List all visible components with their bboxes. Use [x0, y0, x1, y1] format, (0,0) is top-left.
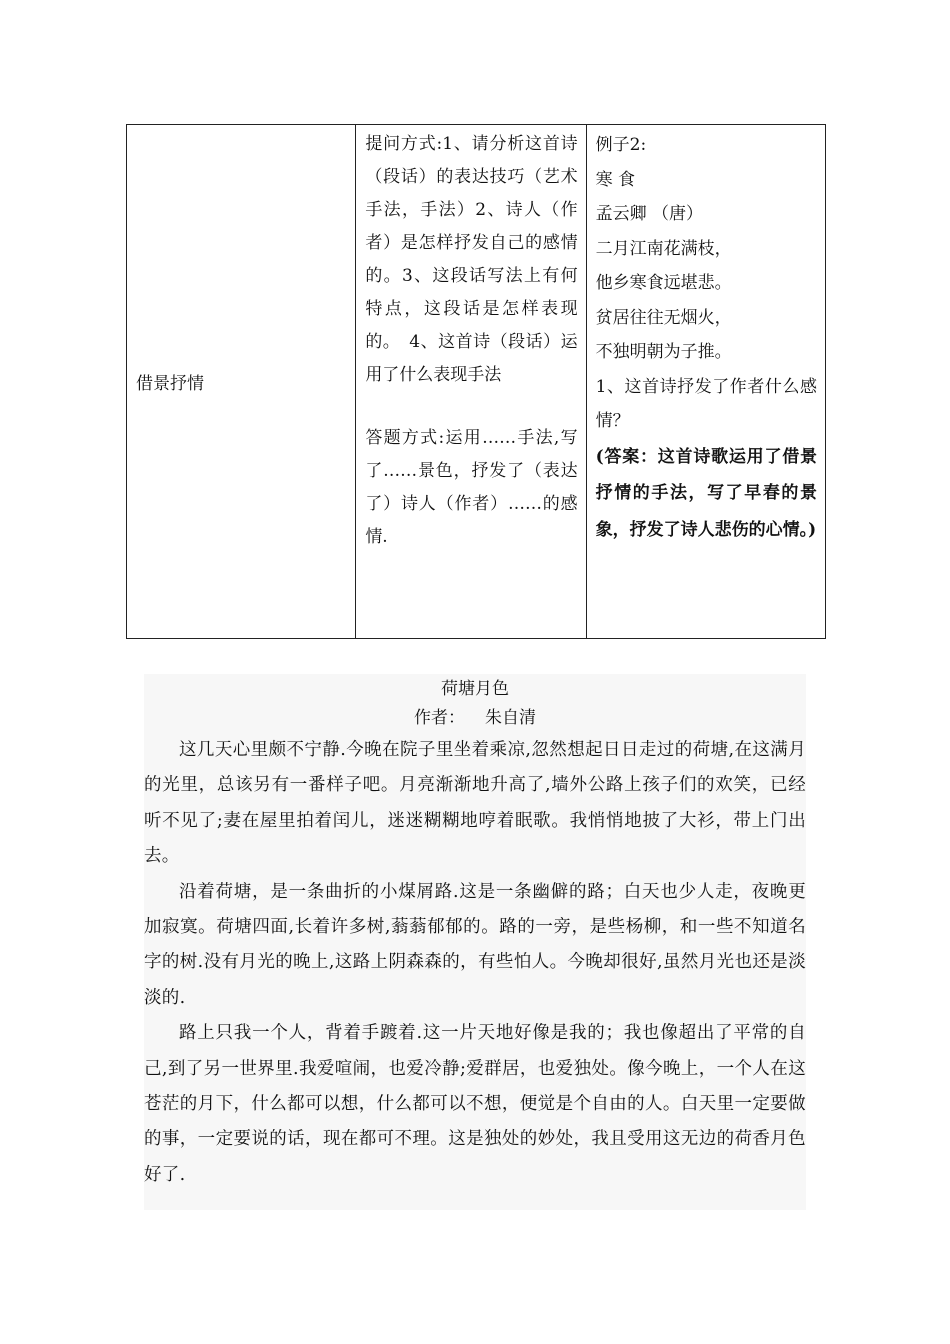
poem-title: 寒 食: [595, 169, 636, 190]
question-methods-text: 提问方式:1、请分析这首诗（段话）的表达技巧（艺术手法，手法）2、诗人（作者）是怎样抒发自己的感情的。3、这段话写法上有何特点，这段话是怎样表现的。 4、这首诗（段话）运用了什么表现手法: [365, 134, 578, 385]
technique-name: 借景抒情: [136, 374, 204, 394]
table-row: [127, 125, 826, 639]
method-cell: [356, 125, 586, 639]
technique-table: [126, 124, 826, 639]
poem-author: 孟云卿 （唐）: [595, 204, 704, 224]
essay-paragraph: 沿着荷塘，是一条曲折的小煤屑路.这是一条幽僻的路；白天也少人走，夜晚更加寂寞。荷塘四面,长着许多树,蓊蓊郁郁的。路的一旁，是些杨柳，和一些不知道名字的树.没有月光的晚上,这路上阴森森的，有些怕人。今晚却很好,虽然月光也还是淡淡的.: [144, 881, 806, 1008]
example-cell: [586, 125, 825, 639]
essay-author: [144, 703, 806, 733]
answer-method-text: 答题方式:运用……手法,写了……景色，抒发了（表达了）诗人（作者）……的感情.: [365, 428, 578, 547]
essay-section: [144, 674, 806, 1210]
poem-line: 二月江南花满枝，: [595, 238, 732, 259]
essay-paragraph: 这几天心里颇不宁静.今晚在院子里坐着乘凉,忽然想起日日走过的荷塘,在这满月的光里，总该另有一番样子吧。月亮渐渐地升高了,墙外公路上孩子们的欢笑，已经听不见了;妻在屋里拍着闰儿，迷迷糊糊地哼着眠歌。我悄悄地披了大衫，带上门出去。: [144, 740, 806, 867]
example-label: 例子2:: [595, 135, 647, 155]
essay-title: 荷塘月色: [441, 679, 509, 699]
example-question: 1、这首诗抒发了作者什么感情？: [595, 376, 817, 431]
example-answer: (答案：这首诗歌运用了借景抒情的手法，写了早春的景象，抒发了诗人悲伤的心情。): [595, 446, 817, 540]
poem-line: 贫居往往无烟火，: [595, 307, 732, 328]
author-name: 朱自清: [485, 708, 536, 728]
essay-paragraph: 路上只我一个人，背着手踱着.这一片天地好像是我的；我也像超出了平常的自己,到了另一世界里.我爱喧闹，也爱冷静;爱群居，也爱独处。像今晚上，一个人在这苍茫的月下，什么都可以想，什么都可以不想，便觉是个自由的人。白天里一定要做的事，一定要说的话，现在都可不理。这是独处的妙处，我且受用这无边的荷香月色好了.: [144, 1023, 806, 1185]
poem-line: 不独明朝为子推。: [595, 342, 732, 362]
technique-cell: [127, 125, 356, 639]
poem-line: 他乡寒食远堪悲。: [595, 273, 732, 293]
author-label: 作者：: [414, 708, 465, 728]
